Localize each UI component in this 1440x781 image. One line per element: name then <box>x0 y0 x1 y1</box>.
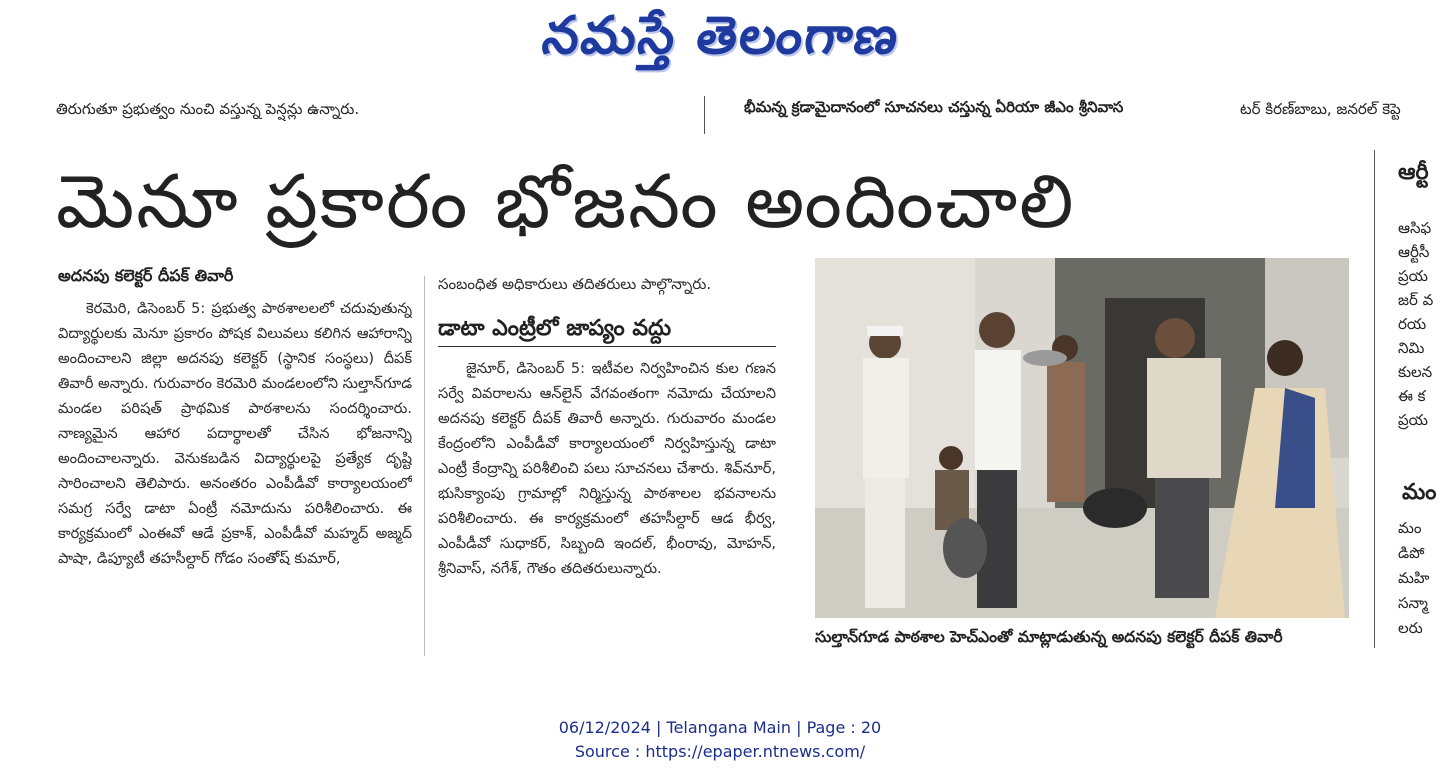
footer-source: Source : https://epaper.ntnews.com/ <box>574 742 866 761</box>
column-2-text: జైనూర్, డిసెంబర్ 5: ఇటీవల నిర్వహించిన కుల గణన సర్వే వివరాలను ఆన్‌లైన్ వేగవంతంగా నమోదు చేయాలని అదనపు కలెక్టర్ దీపక్ తివారీ అన్నారు. గురువారం మండల కేంద్రంలోని ఎంపీడీవో కార్యాలయంలో నిర్వహిస్తున్న డాటా ఎంట్రీ కేంద్రాన్ని పరిశీలించి పలు సూచనలు చేశారు. శివ్‌నూర్, భుసిక్యాంపు గ్రామాల్లో నిర్మిస్తున్న పాఠశాలల భవనాలను పరిశీలించారు. ఈ కార్యక్రమంలో తహసీల్దార్ ఆడ భీర్వ, ఎంపీడీవో సుధాకర్, సిబ్బంది ఇందల్, భీంరావు, మోహన్, శ్రీనివాస్, నగేశ్, గౌతం తదితరులున్నారు. <box>438 360 776 577</box>
right-line: మహి <box>1398 569 1430 587</box>
column-1-text: కెరమెరి, డిసెంబర్ 5: ప్రభుత్వ పాఠశాలలలో చదువుతున్న విద్యార్థులకు మెనూ ప్రకారం పోషక విలువలు కలిగిన ఆహారాన్ని అందించాలని జిల్లా అదనపు కలెక్టర్ (స్థానిక సంస్థలు) దీపక్ తివారీ అన్నారు. గురువారం కెరమెరి మండలంలోని సుల్తాన్‌గూడ మండల పరిషత్ ప్రాథమిక పాఠశాలను సందర్శించారు. నాణ్యమైన ఆహార పదార్థాలతో చేసిన భోజనాన్ని అందించాలన్నారు. వెనుకబడిన విద్యార్థులపై ప్రత్యేక దృష్టి సారించాలని తెలిపారు. అనంతరం ఎంపీడీవో కార్యాలయంలో సమగ్ర సర్వే డాటా ఏంట్రీ నమోదును పరిశీలించారు. ఈ కార్యక్రమంలో ఎంఈవో ఆడే ప్రకాశ్, ఎంపీడీవో మహ్మద్ అజ్మద్ పాషా, డిప్యూటీ తహసీల్దార్ గోడం సంతోష్ కుమార్, <box>58 300 412 567</box>
right-line: నిమి <box>1398 339 1425 357</box>
right-column-text-2 <box>1398 516 1440 641</box>
column-divider <box>1374 150 1375 648</box>
right-line: రయ <box>1398 315 1427 333</box>
subhead-rule <box>438 346 776 347</box>
photo-illustration <box>815 258 1349 618</box>
right-column-subheading: మం <box>1402 480 1437 505</box>
column-2-top: సంబంధిత అధికారులు తదితరులు పాల్గొన్నారు. <box>438 275 712 293</box>
right-line: ప్రయ <box>1398 411 1428 429</box>
top-strip-right: టర్ కిరణ్‌బాబు, జనరల్ కెప్టె <box>1240 100 1401 118</box>
right-line: మం <box>1398 519 1422 537</box>
column-divider <box>424 276 425 656</box>
right-line: ఆసిఫ <box>1398 219 1432 237</box>
subhead: డాటా ఎంట్రీలో జాప్యం వద్దు <box>438 316 672 341</box>
right-line: లరు <box>1398 619 1423 637</box>
masthead <box>0 0 1440 86</box>
article-column-2 <box>438 356 776 666</box>
top-strip-middle: భీమన్న క్రడామైదానంలో సూచనలు చస్తున్న ఏరియా జీఎం శ్రీనివాస <box>744 98 1124 116</box>
article-column-1 <box>58 296 412 666</box>
right-line: జర్ వ <box>1398 291 1434 309</box>
article-photo <box>815 258 1349 618</box>
newspaper-logo: నమస్తే తెలంగాణ <box>538 6 904 66</box>
right-line: ప్రయ <box>1398 267 1428 285</box>
headline: మెనూ ప్రకారం భోజనం అందించాలి <box>56 159 1076 245</box>
right-line: ఆర్టీసీ <box>1398 243 1430 261</box>
right-column-heading: ఆర్టీ <box>1398 160 1429 185</box>
footer-date-page: 06/12/2024 | Telangana Main | Page : 20 <box>558 718 882 737</box>
photo-caption: సుల్తాన్‌గూడ పాఠశాల హెచ్‌ఎంతో మాట్లాడుతున్న అదనపు కలెక్టర్ దీపక్ తివారీ <box>815 628 1283 646</box>
right-line: ఈ క <box>1398 387 1426 405</box>
right-column-text-1 <box>1398 216 1440 432</box>
right-line: కులన <box>1398 363 1433 381</box>
right-line: డిపో <box>1398 544 1425 562</box>
right-line: సన్మా <box>1398 594 1428 612</box>
byline: అదనపు కలెక్టర్ దీపక్ తివారీ <box>58 266 234 285</box>
top-strip-left: తిరుగుతూ ప్రభుత్వం నుంచి వస్తున్న పెన్షన్లు ఉన్నారు. <box>56 100 360 118</box>
column-divider <box>704 96 705 134</box>
